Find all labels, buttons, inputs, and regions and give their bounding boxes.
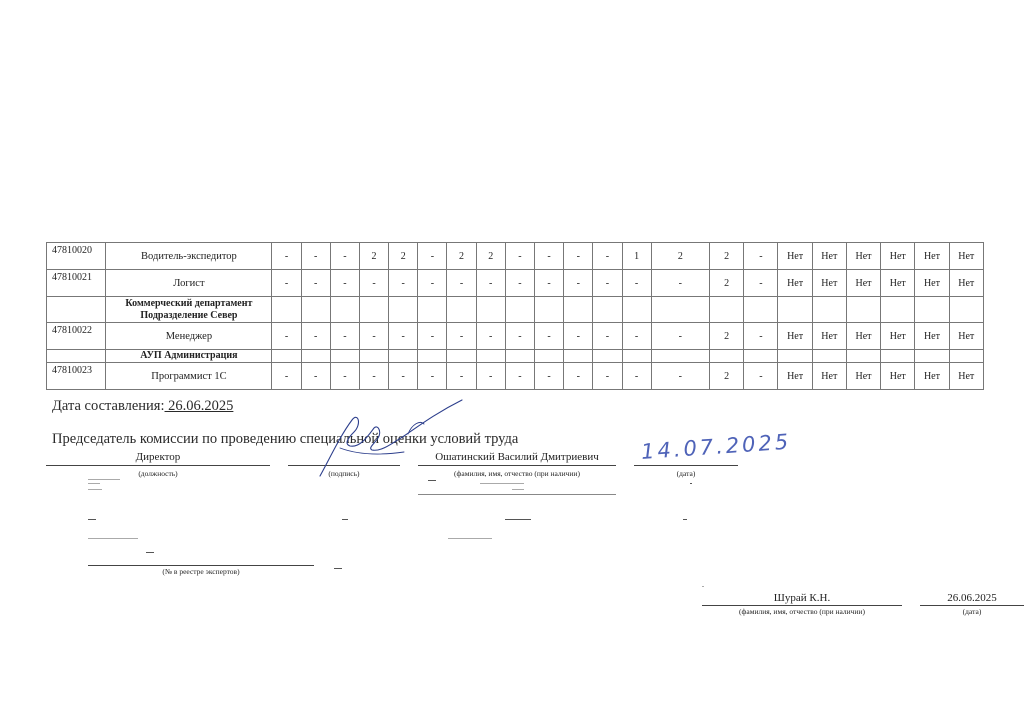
- value-cell: Нет: [812, 323, 846, 350]
- value-cell: -: [505, 270, 534, 297]
- chairman-heading: Председатель комиссии по проведению специальной оценки условий труда: [52, 431, 519, 447]
- empty-cell: [534, 350, 563, 363]
- value-cell: -: [476, 363, 505, 390]
- empty-cell: [651, 350, 709, 363]
- value-cell: 2: [651, 243, 709, 270]
- value-cell: -: [534, 270, 563, 297]
- scan-speck: [702, 586, 704, 587]
- compilation-date-label: Дата составления:: [52, 398, 165, 414]
- caption-registry: (№ в реестре экспертов): [162, 567, 240, 576]
- value-cell: -: [622, 323, 651, 350]
- chairman-full-name: Ошатинский Василий Дмитриевич: [435, 451, 599, 463]
- scan-speck: [88, 519, 96, 520]
- value-cell: -: [564, 363, 593, 390]
- assessment-results-table: [46, 242, 984, 390]
- value-cell: -: [447, 363, 476, 390]
- value-cell: -: [359, 323, 388, 350]
- value-cell: -: [330, 270, 359, 297]
- empty-cell: [881, 297, 915, 323]
- empty-cell: [47, 350, 106, 363]
- value-cell: 2: [710, 323, 744, 350]
- empty-cell: [949, 350, 983, 363]
- value-cell: -: [744, 323, 778, 350]
- scan-speck: [505, 519, 531, 520]
- value-cell: Нет: [881, 243, 915, 270]
- chairman-signature: [312, 398, 472, 488]
- value-cell: -: [389, 270, 418, 297]
- value-cell: Нет: [881, 270, 915, 297]
- empty-cell: [651, 297, 709, 323]
- empty-cell: [359, 297, 388, 323]
- empty-cell: [418, 350, 447, 363]
- value-cell: -: [744, 243, 778, 270]
- caption-name: (фамилия, имя, отчество (при наличии): [454, 469, 580, 478]
- value-cell: Нет: [949, 270, 983, 297]
- caption-signature: (подпись): [328, 469, 360, 478]
- value-cell: Нет: [812, 270, 846, 297]
- section-title-line: Коммерческий департамент: [125, 297, 253, 309]
- value-cell: -: [593, 270, 622, 297]
- value-cell: Нет: [881, 323, 915, 350]
- job-code-cell: 47810023: [47, 363, 106, 390]
- date-line: [634, 465, 738, 466]
- empty-cell: [447, 297, 476, 323]
- empty-cell: [330, 297, 359, 323]
- position-line: [46, 465, 270, 466]
- value-cell: -: [418, 323, 447, 350]
- value-cell: Нет: [915, 363, 949, 390]
- empty-cell: [812, 297, 846, 323]
- section-title-line: АУП Администрация: [140, 350, 238, 361]
- scan-speck: [146, 552, 154, 553]
- empty-cell: [744, 297, 778, 323]
- empty-cell: [47, 297, 106, 323]
- caption-position: (должность): [138, 469, 178, 478]
- empty-cell: [881, 350, 915, 363]
- value-cell: -: [744, 363, 778, 390]
- value-cell: -: [564, 270, 593, 297]
- job-title-cell: Менеджер: [106, 323, 272, 350]
- value-cell: -: [301, 243, 330, 270]
- value-cell: -: [534, 363, 563, 390]
- scan-speck: [683, 519, 687, 520]
- section-row: [47, 350, 984, 363]
- job-title-cell: Водитель-экспедитор: [106, 243, 272, 270]
- value-cell: -: [359, 270, 388, 297]
- value-cell: -: [272, 363, 301, 390]
- value-cell: 2: [476, 243, 505, 270]
- value-cell: -: [301, 323, 330, 350]
- empty-cell: [418, 297, 447, 323]
- empty-cell: [778, 297, 812, 323]
- registry-line: [88, 565, 314, 566]
- expert-name-line: [702, 605, 902, 606]
- value-cell: Нет: [915, 243, 949, 270]
- scan-speck: [690, 483, 692, 484]
- empty-cell: [915, 297, 949, 323]
- job-code-cell: 47810022: [47, 323, 106, 350]
- value-cell: -: [593, 363, 622, 390]
- value-cell: -: [564, 323, 593, 350]
- empty-cell: [564, 297, 593, 323]
- empty-cell: [593, 350, 622, 363]
- section-title-cell: [106, 297, 272, 323]
- value-cell: Нет: [846, 363, 880, 390]
- expert-date: 26.06.2025: [947, 592, 997, 604]
- empty-cell: [778, 350, 812, 363]
- section-title-cell: [106, 350, 272, 363]
- value-cell: -: [476, 270, 505, 297]
- job-title-cell: Программист 1С: [106, 363, 272, 390]
- value-cell: -: [272, 243, 301, 270]
- table-row: [47, 243, 984, 270]
- scan-speck: [448, 538, 492, 539]
- scan-speck: [88, 479, 120, 480]
- expert-caption-name: (фамилия, имя, отчество (при наличии): [739, 607, 865, 616]
- value-cell: -: [744, 270, 778, 297]
- value-cell: -: [330, 243, 359, 270]
- empty-cell: [389, 350, 418, 363]
- compilation-date-value: 26.06.2025: [164, 398, 234, 414]
- empty-cell: [301, 350, 330, 363]
- value-cell: -: [505, 243, 534, 270]
- value-cell: -: [505, 363, 534, 390]
- value-cell: 2: [710, 363, 744, 390]
- value-cell: -: [418, 363, 447, 390]
- scan-speck: [334, 568, 342, 569]
- value-cell: Нет: [881, 363, 915, 390]
- value-cell: -: [622, 270, 651, 297]
- empty-cell: [622, 297, 651, 323]
- value-cell: 2: [447, 243, 476, 270]
- scan-speck: [512, 489, 524, 490]
- value-cell: Нет: [778, 243, 812, 270]
- value-cell: Нет: [812, 243, 846, 270]
- empty-cell: [534, 297, 563, 323]
- job-code-cell: 47810020: [47, 243, 106, 270]
- empty-cell: [476, 350, 505, 363]
- empty-cell: [301, 297, 330, 323]
- value-cell: Нет: [846, 323, 880, 350]
- table-row: [47, 363, 984, 390]
- value-cell: -: [418, 270, 447, 297]
- empty-cell: [846, 297, 880, 323]
- value-cell: -: [330, 323, 359, 350]
- value-cell: Нет: [949, 243, 983, 270]
- value-cell: -: [534, 323, 563, 350]
- empty-cell: [389, 297, 418, 323]
- expert-caption-date: (дата): [962, 607, 982, 616]
- value-cell: Нет: [778, 270, 812, 297]
- empty-cell: [846, 350, 880, 363]
- value-cell: -: [447, 270, 476, 297]
- second-name-line: [418, 494, 616, 495]
- value-cell: -: [389, 363, 418, 390]
- empty-cell: [330, 350, 359, 363]
- empty-cell: [744, 350, 778, 363]
- value-cell: Нет: [949, 363, 983, 390]
- value-cell: Нет: [915, 323, 949, 350]
- empty-cell: [476, 297, 505, 323]
- value-cell: -: [301, 363, 330, 390]
- value-cell: -: [389, 323, 418, 350]
- empty-cell: [359, 350, 388, 363]
- empty-cell: [710, 350, 744, 363]
- value-cell: Нет: [778, 323, 812, 350]
- value-cell: -: [622, 363, 651, 390]
- value-cell: Нет: [846, 270, 880, 297]
- value-cell: -: [272, 270, 301, 297]
- value-cell: -: [593, 323, 622, 350]
- value-cell: 2: [710, 270, 744, 297]
- scan-speck: [480, 483, 524, 484]
- expert-full-name: Шурай К.Н.: [773, 592, 831, 604]
- empty-cell: [622, 350, 651, 363]
- empty-cell: [505, 350, 534, 363]
- chairman-handwritten-date: 14.07.2025: [640, 429, 792, 464]
- value-cell: -: [564, 243, 593, 270]
- scan-speck: [88, 483, 100, 484]
- value-cell: -: [418, 243, 447, 270]
- value-cell: Нет: [778, 363, 812, 390]
- scan-speck: [428, 480, 436, 481]
- value-cell: Нет: [949, 323, 983, 350]
- value-cell: -: [593, 243, 622, 270]
- empty-cell: [505, 297, 534, 323]
- value-cell: -: [476, 323, 505, 350]
- table-row: [47, 323, 984, 350]
- caption-date: (дата): [676, 469, 696, 478]
- value-cell: -: [534, 243, 563, 270]
- empty-cell: [447, 350, 476, 363]
- value-cell: -: [505, 323, 534, 350]
- empty-cell: [812, 350, 846, 363]
- value-cell: -: [651, 323, 709, 350]
- value-cell: -: [651, 363, 709, 390]
- section-title-line: Подразделение Север: [140, 309, 238, 321]
- value-cell: 2: [710, 243, 744, 270]
- value-cell: Нет: [915, 270, 949, 297]
- value-cell: -: [447, 323, 476, 350]
- value-cell: 2: [359, 243, 388, 270]
- expert-date-line: [920, 605, 1024, 606]
- value-cell: -: [330, 363, 359, 390]
- chairman-position: Директор: [135, 451, 181, 463]
- empty-cell: [915, 350, 949, 363]
- empty-cell: [593, 297, 622, 323]
- job-title-cell: Логист: [106, 270, 272, 297]
- value-cell: 1: [622, 243, 651, 270]
- value-cell: -: [651, 270, 709, 297]
- value-cell: -: [359, 363, 388, 390]
- scan-speck: [88, 538, 138, 539]
- table-body: [47, 243, 984, 390]
- empty-cell: [272, 350, 301, 363]
- value-cell: Нет: [846, 243, 880, 270]
- empty-cell: [564, 350, 593, 363]
- compilation-date-line: [52, 398, 233, 415]
- scan-speck: [342, 519, 348, 520]
- table-row: [47, 270, 984, 297]
- value-cell: 2: [389, 243, 418, 270]
- value-cell: -: [301, 270, 330, 297]
- value-cell: -: [272, 323, 301, 350]
- empty-cell: [710, 297, 744, 323]
- empty-cell: [272, 297, 301, 323]
- job-code-cell: 47810021: [47, 270, 106, 297]
- scan-speck: [88, 489, 102, 490]
- empty-cell: [949, 297, 983, 323]
- section-row: [47, 297, 984, 323]
- value-cell: Нет: [812, 363, 846, 390]
